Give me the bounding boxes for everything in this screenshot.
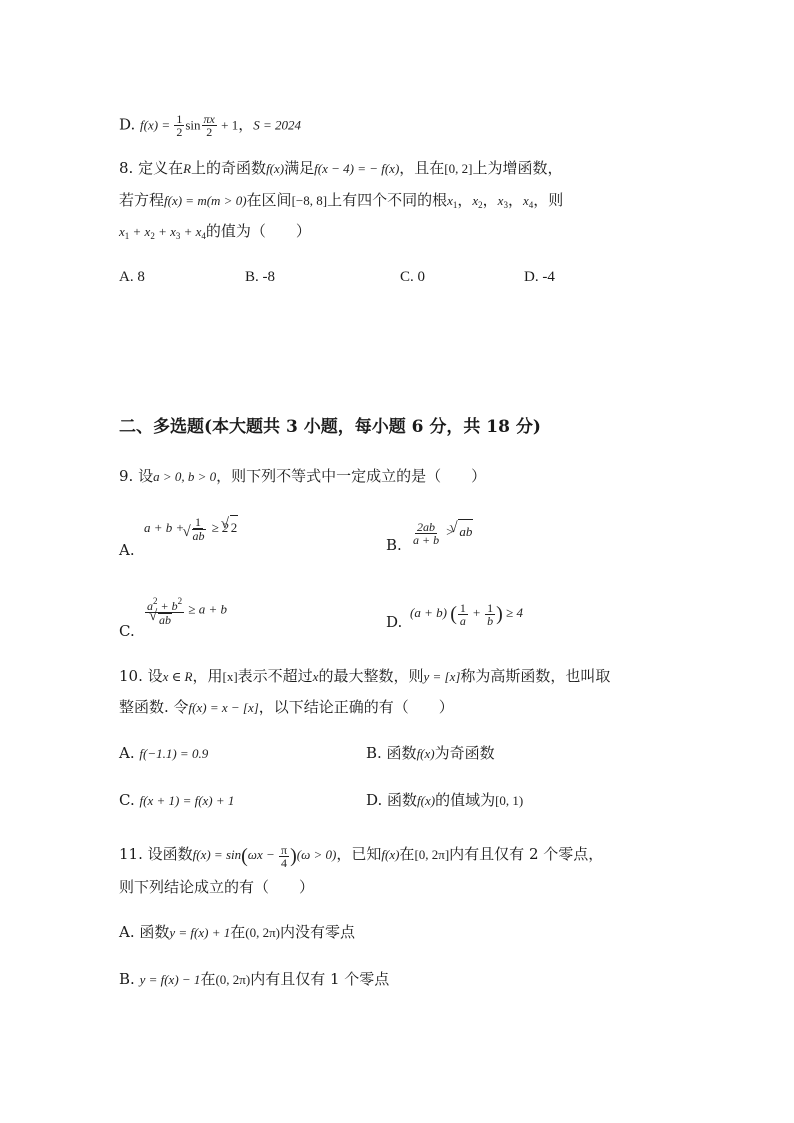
q7d-func: f(x) =	[140, 117, 174, 133]
q8-line-2: 若方程f(x) = m(m > 0)在区间[−8, 8]上有四个不同的根$x_1$，$x_2$，$x_3$，$x_4$，则	[119, 191, 564, 210]
q9-option-a-label[interactable]: A.	[119, 541, 135, 559]
q9-option-a-expr: a + b + 1 √ ab ≥ 2√ 2	[144, 515, 238, 542]
q9-option-d-label[interactable]: D.	[386, 613, 403, 631]
q9-stem: 9. 设a > 0, b > 0，则下列不等式中一定成立的是（ ）	[119, 467, 487, 485]
q11-line-2: 则下列结论成立的有（ ）	[119, 878, 315, 896]
q10-line-2: 整函数. 令f(x) = x − [x]，以下结论正确的有（ ）	[119, 698, 454, 716]
q10-line-1: 10. 设x ∈ R，用[x]表示不超过x的最大整数，则y = [x]称为高斯函数，也叫取	[119, 667, 611, 685]
q8-option-d[interactable]: D. -4	[524, 269, 555, 285]
q9-option-d-expr: (a + b) ( $\frac{1}{a}$ + $\frac{1}{b}$ ) ≥ 4	[410, 600, 523, 628]
q9-option-c-label[interactable]: C.	[119, 622, 135, 640]
q9-option-b-label[interactable]: B.	[386, 536, 402, 554]
q10-option-d[interactable]: D. 函数f(x)的值域为[0, 1)	[366, 791, 524, 809]
q11-line-1: 11. 设函数f(x) = sin(ωx − $\frac{\pi}{4}$ )(ω > 0)，已知f(x)在[0, 2π]内有且仅有 2 个零点，	[119, 842, 604, 870]
q8-line-1: 8. 定义在R上的奇函数f(x)满足f(x − 4) = − f(x)，且在[0, 2]上为增函数，	[119, 159, 563, 177]
fraction-arg: $\frac{\pi x}{2}$	[203, 112, 215, 139]
q7-option-d: D. f(x) = $\frac{1}{2}$ sin $\frac{\pi x}{2}$ + 1，S = 2024	[119, 112, 302, 139]
q10-option-b[interactable]: B. 函数f(x)为奇函数	[366, 744, 495, 762]
q11-option-b[interactable]: B. y = f(x) − 1在(0, 2π)内有且仅有 1 个零点	[119, 970, 390, 988]
fraction-half: $\frac{1}{2}$	[176, 112, 183, 139]
q8-option-c[interactable]: C. 0	[400, 269, 426, 285]
option-label: D.	[119, 115, 136, 134]
q10-option-a[interactable]: A. f(−1.1) = 0.9	[119, 744, 209, 762]
q8-sum-expr: $x_1 + x_2 + x_3 + x_4$	[119, 224, 206, 241]
q8-option-b[interactable]: B. -8	[245, 269, 275, 285]
q8-option-a[interactable]: A. 8	[119, 269, 145, 285]
q11-option-a[interactable]: A. 函数y = f(x) + 1在(0, 2π)内没有零点	[119, 923, 355, 941]
q9-option-c-expr: $a^2 + b^2$ √ ab ≥ a + b	[144, 595, 227, 626]
section-heading: 二、多选题(本大题共 3 小题，每小题 6 分，共 18 分)	[119, 417, 541, 437]
q9-option-b-expr: $\frac{2ab}{a + b}$ > √ ab	[410, 519, 473, 546]
q10-option-c[interactable]: C. f(x + 1) = f(x) + 1	[119, 791, 235, 809]
q8-line-3: $x_1 + x_2 + x_3 + x_4$的值为（ ）	[119, 222, 311, 241]
